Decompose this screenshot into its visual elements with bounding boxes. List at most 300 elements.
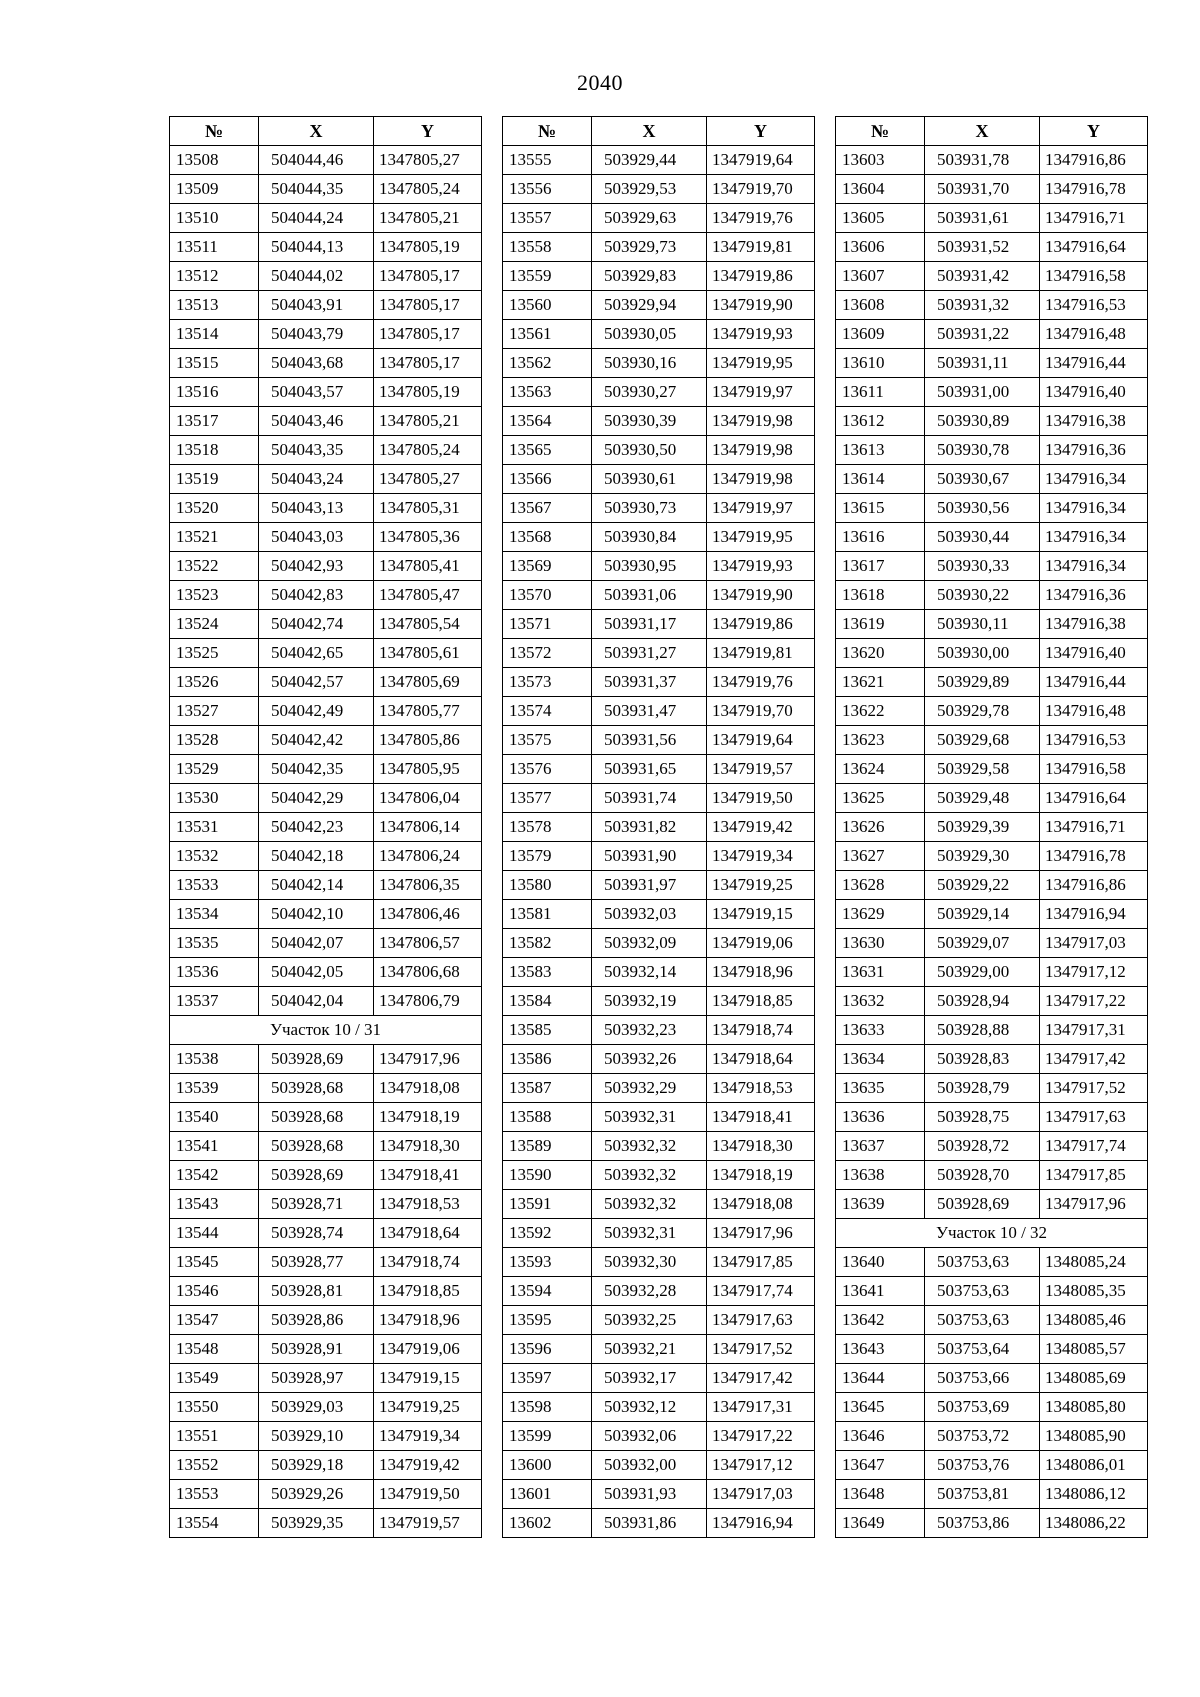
- x-coordinate-cell: 503932,32: [592, 1161, 707, 1190]
- x-coordinate-cell: 503930,05: [592, 320, 707, 349]
- y-coordinate-cell: 1348085,57: [1040, 1335, 1148, 1364]
- y-coordinate-cell: 1347919,57: [707, 755, 815, 784]
- point-number-cell: 13577: [503, 784, 592, 813]
- y-coordinate-cell: 1347805,95: [374, 755, 482, 784]
- table-row: [170, 900, 482, 929]
- x-coordinate-cell: 503930,50: [592, 436, 707, 465]
- point-number-cell: 13639: [836, 1190, 925, 1219]
- table-row: [170, 320, 482, 349]
- point-number-cell: 13513: [170, 291, 259, 320]
- x-coordinate-cell: 503928,88: [925, 1016, 1040, 1045]
- y-coordinate-cell: 1347919,57: [374, 1509, 482, 1538]
- point-number-cell: 13612: [836, 407, 925, 436]
- y-coordinate-cell: 1347917,31: [707, 1393, 815, 1422]
- y-coordinate-cell: 1347917,03: [707, 1480, 815, 1509]
- point-number-cell: 13640: [836, 1248, 925, 1277]
- point-number-cell: 13510: [170, 204, 259, 233]
- y-coordinate-cell: 1347919,90: [707, 291, 815, 320]
- point-number-cell: 13597: [503, 1364, 592, 1393]
- y-coordinate-cell: 1347918,85: [707, 987, 815, 1016]
- point-number-cell: 13524: [170, 610, 259, 639]
- point-number-cell: 13619: [836, 610, 925, 639]
- y-coordinate-cell: 1347917,12: [707, 1451, 815, 1480]
- x-coordinate-cell: 503931,00: [925, 378, 1040, 407]
- point-number-cell: 13608: [836, 291, 925, 320]
- point-number-cell: 13611: [836, 378, 925, 407]
- y-coordinate-cell: 1347916,53: [1040, 726, 1148, 755]
- table-row: [170, 842, 482, 871]
- table-row: [503, 1016, 815, 1045]
- x-coordinate-cell: 503930,89: [925, 407, 1040, 436]
- point-number-cell: 13634: [836, 1045, 925, 1074]
- x-coordinate-cell: 503931,47: [592, 697, 707, 726]
- point-number-cell: 13514: [170, 320, 259, 349]
- table-row: [170, 871, 482, 900]
- header-row: [503, 117, 815, 146]
- x-coordinate-cell: 503928,69: [259, 1161, 374, 1190]
- x-coordinate-cell: 503929,83: [592, 262, 707, 291]
- y-coordinate-cell: 1347916,86: [1040, 146, 1148, 175]
- x-coordinate-cell: 503928,81: [259, 1277, 374, 1306]
- x-coordinate-cell: 503929,89: [925, 668, 1040, 697]
- x-coordinate-cell: 504043,57: [259, 378, 374, 407]
- x-coordinate-cell: 504043,91: [259, 291, 374, 320]
- x-coordinate-cell: 503928,70: [925, 1161, 1040, 1190]
- x-coordinate-cell: 503932,21: [592, 1335, 707, 1364]
- y-coordinate-cell: 1347919,42: [707, 813, 815, 842]
- y-coordinate-cell: 1347916,71: [1040, 204, 1148, 233]
- y-coordinate-cell: 1347917,96: [374, 1045, 482, 1074]
- y-coordinate-cell: 1347918,08: [374, 1074, 482, 1103]
- x-coordinate-cell: 503931,37: [592, 668, 707, 697]
- table-row: [836, 146, 1148, 175]
- point-number-cell: 13601: [503, 1480, 592, 1509]
- point-number-cell: 13562: [503, 349, 592, 378]
- x-coordinate-cell: 503928,68: [259, 1103, 374, 1132]
- x-coordinate-cell: 503932,28: [592, 1277, 707, 1306]
- x-coordinate-cell: 503929,26: [259, 1480, 374, 1509]
- point-number-cell: 13539: [170, 1074, 259, 1103]
- y-coordinate-cell: 1347916,34: [1040, 465, 1148, 494]
- y-coordinate-cell: 1347916,48: [1040, 320, 1148, 349]
- y-coordinate-cell: 1347919,42: [374, 1451, 482, 1480]
- point-number-cell: 13525: [170, 639, 259, 668]
- y-coordinate-cell: 1347916,94: [1040, 900, 1148, 929]
- x-coordinate-cell: 503930,39: [592, 407, 707, 436]
- table-row: [503, 1161, 815, 1190]
- table-row: [170, 465, 482, 494]
- table-row: [503, 291, 815, 320]
- table-row: [503, 1393, 815, 1422]
- point-number-cell: 13626: [836, 813, 925, 842]
- point-number-cell: 13630: [836, 929, 925, 958]
- y-coordinate-cell: 1347919,15: [374, 1364, 482, 1393]
- table-row: [503, 1190, 815, 1219]
- point-number-cell: 13556: [503, 175, 592, 204]
- table-row: [836, 871, 1148, 900]
- header-y: Y: [374, 117, 482, 146]
- point-number-cell: 13590: [503, 1161, 592, 1190]
- table-row: [836, 1277, 1148, 1306]
- point-number-cell: 13600: [503, 1451, 592, 1480]
- x-coordinate-cell: 503929,78: [925, 697, 1040, 726]
- point-number-cell: 13569: [503, 552, 592, 581]
- point-number-cell: 13568: [503, 523, 592, 552]
- table-row: [836, 1132, 1148, 1161]
- y-coordinate-cell: 1347918,53: [374, 1190, 482, 1219]
- table-row: [503, 1248, 815, 1277]
- x-coordinate-cell: 503929,53: [592, 175, 707, 204]
- x-coordinate-cell: 503932,26: [592, 1045, 707, 1074]
- y-coordinate-cell: 1347805,86: [374, 726, 482, 755]
- x-coordinate-cell: 503931,56: [592, 726, 707, 755]
- table-row: [503, 784, 815, 813]
- point-number-cell: 13615: [836, 494, 925, 523]
- y-coordinate-cell: 1348085,46: [1040, 1306, 1148, 1335]
- y-coordinate-cell: 1348086,22: [1040, 1509, 1148, 1538]
- y-coordinate-cell: 1347916,64: [1040, 784, 1148, 813]
- x-coordinate-cell: 504042,29: [259, 784, 374, 813]
- point-number-cell: 13593: [503, 1248, 592, 1277]
- point-number-cell: 13549: [170, 1364, 259, 1393]
- point-number-cell: 13540: [170, 1103, 259, 1132]
- header-x: X: [925, 117, 1040, 146]
- table-row: [170, 494, 482, 523]
- y-coordinate-cell: 1347916,94: [707, 1509, 815, 1538]
- x-coordinate-cell: 503929,30: [925, 842, 1040, 871]
- point-number-cell: 13596: [503, 1335, 592, 1364]
- y-coordinate-cell: 1347916,44: [1040, 668, 1148, 697]
- point-number-cell: 13642: [836, 1306, 925, 1335]
- table-row: [836, 813, 1148, 842]
- point-number-cell: 13607: [836, 262, 925, 291]
- point-number-cell: 13589: [503, 1132, 592, 1161]
- y-coordinate-cell: 1347917,63: [1040, 1103, 1148, 1132]
- x-coordinate-cell: 503932,29: [592, 1074, 707, 1103]
- x-coordinate-cell: 504044,35: [259, 175, 374, 204]
- point-number-cell: 13563: [503, 378, 592, 407]
- table-row: [170, 378, 482, 407]
- x-coordinate-cell: 503929,58: [925, 755, 1040, 784]
- table-row: [170, 668, 482, 697]
- x-coordinate-cell: 503930,61: [592, 465, 707, 494]
- x-coordinate-cell: 503931,32: [925, 291, 1040, 320]
- y-coordinate-cell: 1347805,17: [374, 262, 482, 291]
- x-coordinate-cell: 503930,11: [925, 610, 1040, 639]
- x-coordinate-cell: 503753,63: [925, 1248, 1040, 1277]
- table-row: [170, 204, 482, 233]
- x-coordinate-cell: 503931,52: [925, 233, 1040, 262]
- header-row: [170, 117, 482, 146]
- point-number-cell: 13595: [503, 1306, 592, 1335]
- y-coordinate-cell: 1347919,25: [374, 1393, 482, 1422]
- x-coordinate-cell: 503928,86: [259, 1306, 374, 1335]
- y-coordinate-cell: 1347917,63: [707, 1306, 815, 1335]
- y-coordinate-cell: 1347919,95: [707, 523, 815, 552]
- x-coordinate-cell: 504042,23: [259, 813, 374, 842]
- point-number-cell: 13559: [503, 262, 592, 291]
- x-coordinate-cell: 503929,68: [925, 726, 1040, 755]
- y-coordinate-cell: 1347918,19: [374, 1103, 482, 1132]
- table-row: [503, 1132, 815, 1161]
- y-coordinate-cell: 1347916,58: [1040, 262, 1148, 291]
- table-row: [503, 146, 815, 175]
- table-row: [170, 291, 482, 320]
- table-row: [836, 349, 1148, 378]
- x-coordinate-cell: 503931,82: [592, 813, 707, 842]
- y-coordinate-cell: 1347805,21: [374, 407, 482, 436]
- point-number-cell: 13565: [503, 436, 592, 465]
- x-coordinate-cell: 503932,30: [592, 1248, 707, 1277]
- y-coordinate-cell: 1347919,25: [707, 871, 815, 900]
- x-coordinate-cell: 503932,09: [592, 929, 707, 958]
- table-row: [170, 262, 482, 291]
- y-coordinate-cell: 1347805,27: [374, 465, 482, 494]
- x-coordinate-cell: 503931,27: [592, 639, 707, 668]
- y-coordinate-cell: 1347917,31: [1040, 1016, 1148, 1045]
- table-row: [170, 175, 482, 204]
- x-coordinate-cell: 503929,22: [925, 871, 1040, 900]
- header-num: №: [170, 117, 259, 146]
- table-row: [170, 755, 482, 784]
- table-row: [836, 407, 1148, 436]
- y-coordinate-cell: 1347805,61: [374, 639, 482, 668]
- x-coordinate-cell: 503929,18: [259, 1451, 374, 1480]
- table-row: [836, 291, 1148, 320]
- table-row: [503, 1451, 815, 1480]
- point-number-cell: 13605: [836, 204, 925, 233]
- x-coordinate-cell: 503928,75: [925, 1103, 1040, 1132]
- table-row: [503, 1509, 815, 1538]
- point-number-cell: 13537: [170, 987, 259, 1016]
- table-row: [170, 1335, 482, 1364]
- y-coordinate-cell: 1347919,15: [707, 900, 815, 929]
- x-coordinate-cell: 504043,79: [259, 320, 374, 349]
- x-coordinate-cell: 503930,67: [925, 465, 1040, 494]
- y-coordinate-cell: 1347918,41: [707, 1103, 815, 1132]
- table-row: [170, 407, 482, 436]
- point-number-cell: 13591: [503, 1190, 592, 1219]
- section-row: [170, 1016, 482, 1045]
- y-coordinate-cell: 1347917,74: [707, 1277, 815, 1306]
- x-coordinate-cell: 503931,97: [592, 871, 707, 900]
- point-number-cell: 13648: [836, 1480, 925, 1509]
- y-coordinate-cell: 1347806,46: [374, 900, 482, 929]
- y-coordinate-cell: 1347919,50: [707, 784, 815, 813]
- x-coordinate-cell: 503753,72: [925, 1422, 1040, 1451]
- y-coordinate-cell: 1347805,41: [374, 552, 482, 581]
- x-coordinate-cell: 503932,23: [592, 1016, 707, 1045]
- table-row: [503, 1306, 815, 1335]
- x-coordinate-cell: 503932,14: [592, 958, 707, 987]
- x-coordinate-cell: 503928,83: [925, 1045, 1040, 1074]
- point-number-cell: 13511: [170, 233, 259, 262]
- table-row: [503, 204, 815, 233]
- point-number-cell: 13544: [170, 1219, 259, 1248]
- point-number-cell: 13548: [170, 1335, 259, 1364]
- x-coordinate-cell: 503932,12: [592, 1393, 707, 1422]
- point-number-cell: 13558: [503, 233, 592, 262]
- table-row: [503, 755, 815, 784]
- y-coordinate-cell: 1347919,81: [707, 639, 815, 668]
- point-number-cell: 13508: [170, 146, 259, 175]
- header-y: Y: [1040, 117, 1148, 146]
- y-coordinate-cell: 1347917,85: [707, 1248, 815, 1277]
- y-coordinate-cell: 1347916,36: [1040, 436, 1148, 465]
- y-coordinate-cell: 1347805,21: [374, 204, 482, 233]
- point-number-cell: 13543: [170, 1190, 259, 1219]
- point-number-cell: 13635: [836, 1074, 925, 1103]
- table-row: [170, 1306, 482, 1335]
- y-coordinate-cell: 1347916,34: [1040, 552, 1148, 581]
- y-coordinate-cell: 1347916,36: [1040, 581, 1148, 610]
- point-number-cell: 13645: [836, 1393, 925, 1422]
- x-coordinate-cell: 503930,44: [925, 523, 1040, 552]
- y-coordinate-cell: 1347917,12: [1040, 958, 1148, 987]
- table-row: [170, 552, 482, 581]
- point-number-cell: 13530: [170, 784, 259, 813]
- x-coordinate-cell: 503930,78: [925, 436, 1040, 465]
- x-coordinate-cell: 503929,39: [925, 813, 1040, 842]
- point-number-cell: 13631: [836, 958, 925, 987]
- point-number-cell: 13553: [170, 1480, 259, 1509]
- point-number-cell: 13623: [836, 726, 925, 755]
- x-coordinate-cell: 503931,86: [592, 1509, 707, 1538]
- y-coordinate-cell: 1347916,40: [1040, 378, 1148, 407]
- x-coordinate-cell: 503929,14: [925, 900, 1040, 929]
- table-row: [503, 987, 815, 1016]
- x-coordinate-cell: 503931,06: [592, 581, 707, 610]
- point-number-cell: 13585: [503, 1016, 592, 1045]
- point-number-cell: 13628: [836, 871, 925, 900]
- x-coordinate-cell: 503932,19: [592, 987, 707, 1016]
- x-coordinate-cell: 504042,10: [259, 900, 374, 929]
- point-number-cell: 13523: [170, 581, 259, 610]
- point-number-cell: 13588: [503, 1103, 592, 1132]
- x-coordinate-cell: 503931,11: [925, 349, 1040, 378]
- x-coordinate-cell: 503929,00: [925, 958, 1040, 987]
- table-row: [170, 436, 482, 465]
- y-coordinate-cell: 1347916,78: [1040, 175, 1148, 204]
- table-row: [836, 233, 1148, 262]
- y-coordinate-cell: 1347805,24: [374, 175, 482, 204]
- table-row: [836, 668, 1148, 697]
- point-number-cell: 13621: [836, 668, 925, 697]
- x-coordinate-cell: 503753,63: [925, 1277, 1040, 1306]
- table-row: [170, 1364, 482, 1393]
- y-coordinate-cell: 1347919,76: [707, 668, 815, 697]
- table-row: [503, 871, 815, 900]
- point-number-cell: 13542: [170, 1161, 259, 1190]
- table-row: [836, 1364, 1148, 1393]
- table-row: [836, 1422, 1148, 1451]
- y-coordinate-cell: 1347806,35: [374, 871, 482, 900]
- table-row: [503, 1277, 815, 1306]
- point-number-cell: 13641: [836, 1277, 925, 1306]
- table-row: [836, 1248, 1148, 1277]
- point-number-cell: 13609: [836, 320, 925, 349]
- header-x: X: [592, 117, 707, 146]
- y-coordinate-cell: 1347919,81: [707, 233, 815, 262]
- x-coordinate-cell: 503928,68: [259, 1074, 374, 1103]
- table-row: [503, 697, 815, 726]
- table-row: [170, 1480, 482, 1509]
- x-coordinate-cell: 504042,57: [259, 668, 374, 697]
- y-coordinate-cell: 1347919,98: [707, 407, 815, 436]
- x-coordinate-cell: 503753,66: [925, 1364, 1040, 1393]
- table-row: [503, 465, 815, 494]
- x-coordinate-cell: 503931,78: [925, 146, 1040, 175]
- point-number-cell: 13512: [170, 262, 259, 291]
- table-row: [503, 1103, 815, 1132]
- y-coordinate-cell: 1347916,53: [1040, 291, 1148, 320]
- x-coordinate-cell: 503929,10: [259, 1422, 374, 1451]
- table-row: [503, 1364, 815, 1393]
- y-coordinate-cell: 1347805,19: [374, 233, 482, 262]
- x-coordinate-cell: 503931,65: [592, 755, 707, 784]
- table-row: [503, 1219, 815, 1248]
- point-number-cell: 13643: [836, 1335, 925, 1364]
- table-row: [836, 523, 1148, 552]
- table-row: [836, 465, 1148, 494]
- table-row: [836, 900, 1148, 929]
- y-coordinate-cell: 1347805,27: [374, 146, 482, 175]
- table-row: [836, 320, 1148, 349]
- x-coordinate-cell: 503930,73: [592, 494, 707, 523]
- point-number-cell: 13545: [170, 1248, 259, 1277]
- table-row: [836, 1016, 1148, 1045]
- point-number-cell: 13584: [503, 987, 592, 1016]
- table-row: [503, 929, 815, 958]
- table-row: [836, 755, 1148, 784]
- y-coordinate-cell: 1347919,95: [707, 349, 815, 378]
- x-coordinate-cell: 503931,90: [592, 842, 707, 871]
- point-number-cell: 13636: [836, 1103, 925, 1132]
- table-row: [836, 726, 1148, 755]
- point-number-cell: 13620: [836, 639, 925, 668]
- point-number-cell: 13528: [170, 726, 259, 755]
- y-coordinate-cell: 1347917,03: [1040, 929, 1148, 958]
- table-row: [503, 494, 815, 523]
- table-row: [503, 552, 815, 581]
- y-coordinate-cell: 1347916,58: [1040, 755, 1148, 784]
- x-coordinate-cell: 503928,71: [259, 1190, 374, 1219]
- x-coordinate-cell: 503753,81: [925, 1480, 1040, 1509]
- point-number-cell: 13538: [170, 1045, 259, 1074]
- header-num: №: [503, 117, 592, 146]
- point-number-cell: 13517: [170, 407, 259, 436]
- table-row: [503, 813, 815, 842]
- x-coordinate-cell: 503929,94: [592, 291, 707, 320]
- point-number-cell: 13541: [170, 1132, 259, 1161]
- y-coordinate-cell: 1348086,01: [1040, 1451, 1148, 1480]
- table-row: [503, 639, 815, 668]
- x-coordinate-cell: 504043,24: [259, 465, 374, 494]
- table-row: [836, 697, 1148, 726]
- point-number-cell: 13567: [503, 494, 592, 523]
- point-number-cell: 13616: [836, 523, 925, 552]
- x-coordinate-cell: 503929,48: [925, 784, 1040, 813]
- table-row: [170, 1219, 482, 1248]
- y-coordinate-cell: 1347806,57: [374, 929, 482, 958]
- point-number-cell: 13552: [170, 1451, 259, 1480]
- y-coordinate-cell: 1347916,48: [1040, 697, 1148, 726]
- point-number-cell: 13618: [836, 581, 925, 610]
- x-coordinate-cell: 503931,74: [592, 784, 707, 813]
- table-row: [170, 1132, 482, 1161]
- point-number-cell: 13529: [170, 755, 259, 784]
- table-row: [836, 958, 1148, 987]
